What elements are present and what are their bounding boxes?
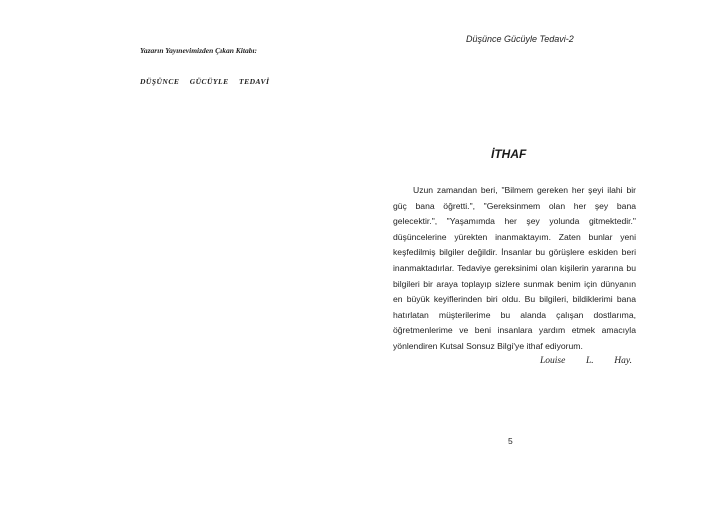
signature-first-name: Louise: [540, 356, 566, 366]
signature-initial: L.: [585, 356, 594, 366]
book-title-word: GÜCÜYLE: [189, 77, 229, 86]
book-title: [140, 77, 277, 86]
signature: [540, 356, 632, 366]
book-title-word: DÜŞÜNCE: [140, 77, 180, 86]
dedication-body: Uzun zamandan beri, "Bilmem gereken her şeyi ilahi bir güç bana öğretti.", "Gereksinmem olan her şey bana gelecektir.", "Yaşamımda her şey yolunda gitmektedir." düşüncelerine yürekten inanmaktayım. Zaten bunlar yeni keşfedilmiş bilgiler değildir. İnsanlar bu görüşlere eskiden beri inanmaktadırlar. Tedaviye gereksinimi olan kişilerin yararına bu bilgileri bir araya toplayıp sizlere sunmak benim için dünyanın en büyük keyiflerinden biri oldu. Bu bilgileri, bildiklerimi bana hatırlatan müşterilerime bu alanda çalışan dostlarıma, öğretmenlerime ve beni insanlara yardım etmek amacıyla yönlendiren Kutsal Sonsuz Bilgi'ye ithaf ediyorum.: [393, 185, 636, 351]
publisher-caption: Yazarın Yayınevimizden Çıkan Kitabı:: [140, 46, 258, 55]
page-number: 5: [508, 436, 513, 446]
running-header: Düşünce Gücüyle Tedavi-2: [466, 34, 574, 44]
dedication-heading: İTHAF: [491, 147, 527, 161]
signature-last-name: Hay.: [614, 356, 632, 366]
book-title-word: TEDAVİ: [239, 77, 270, 86]
